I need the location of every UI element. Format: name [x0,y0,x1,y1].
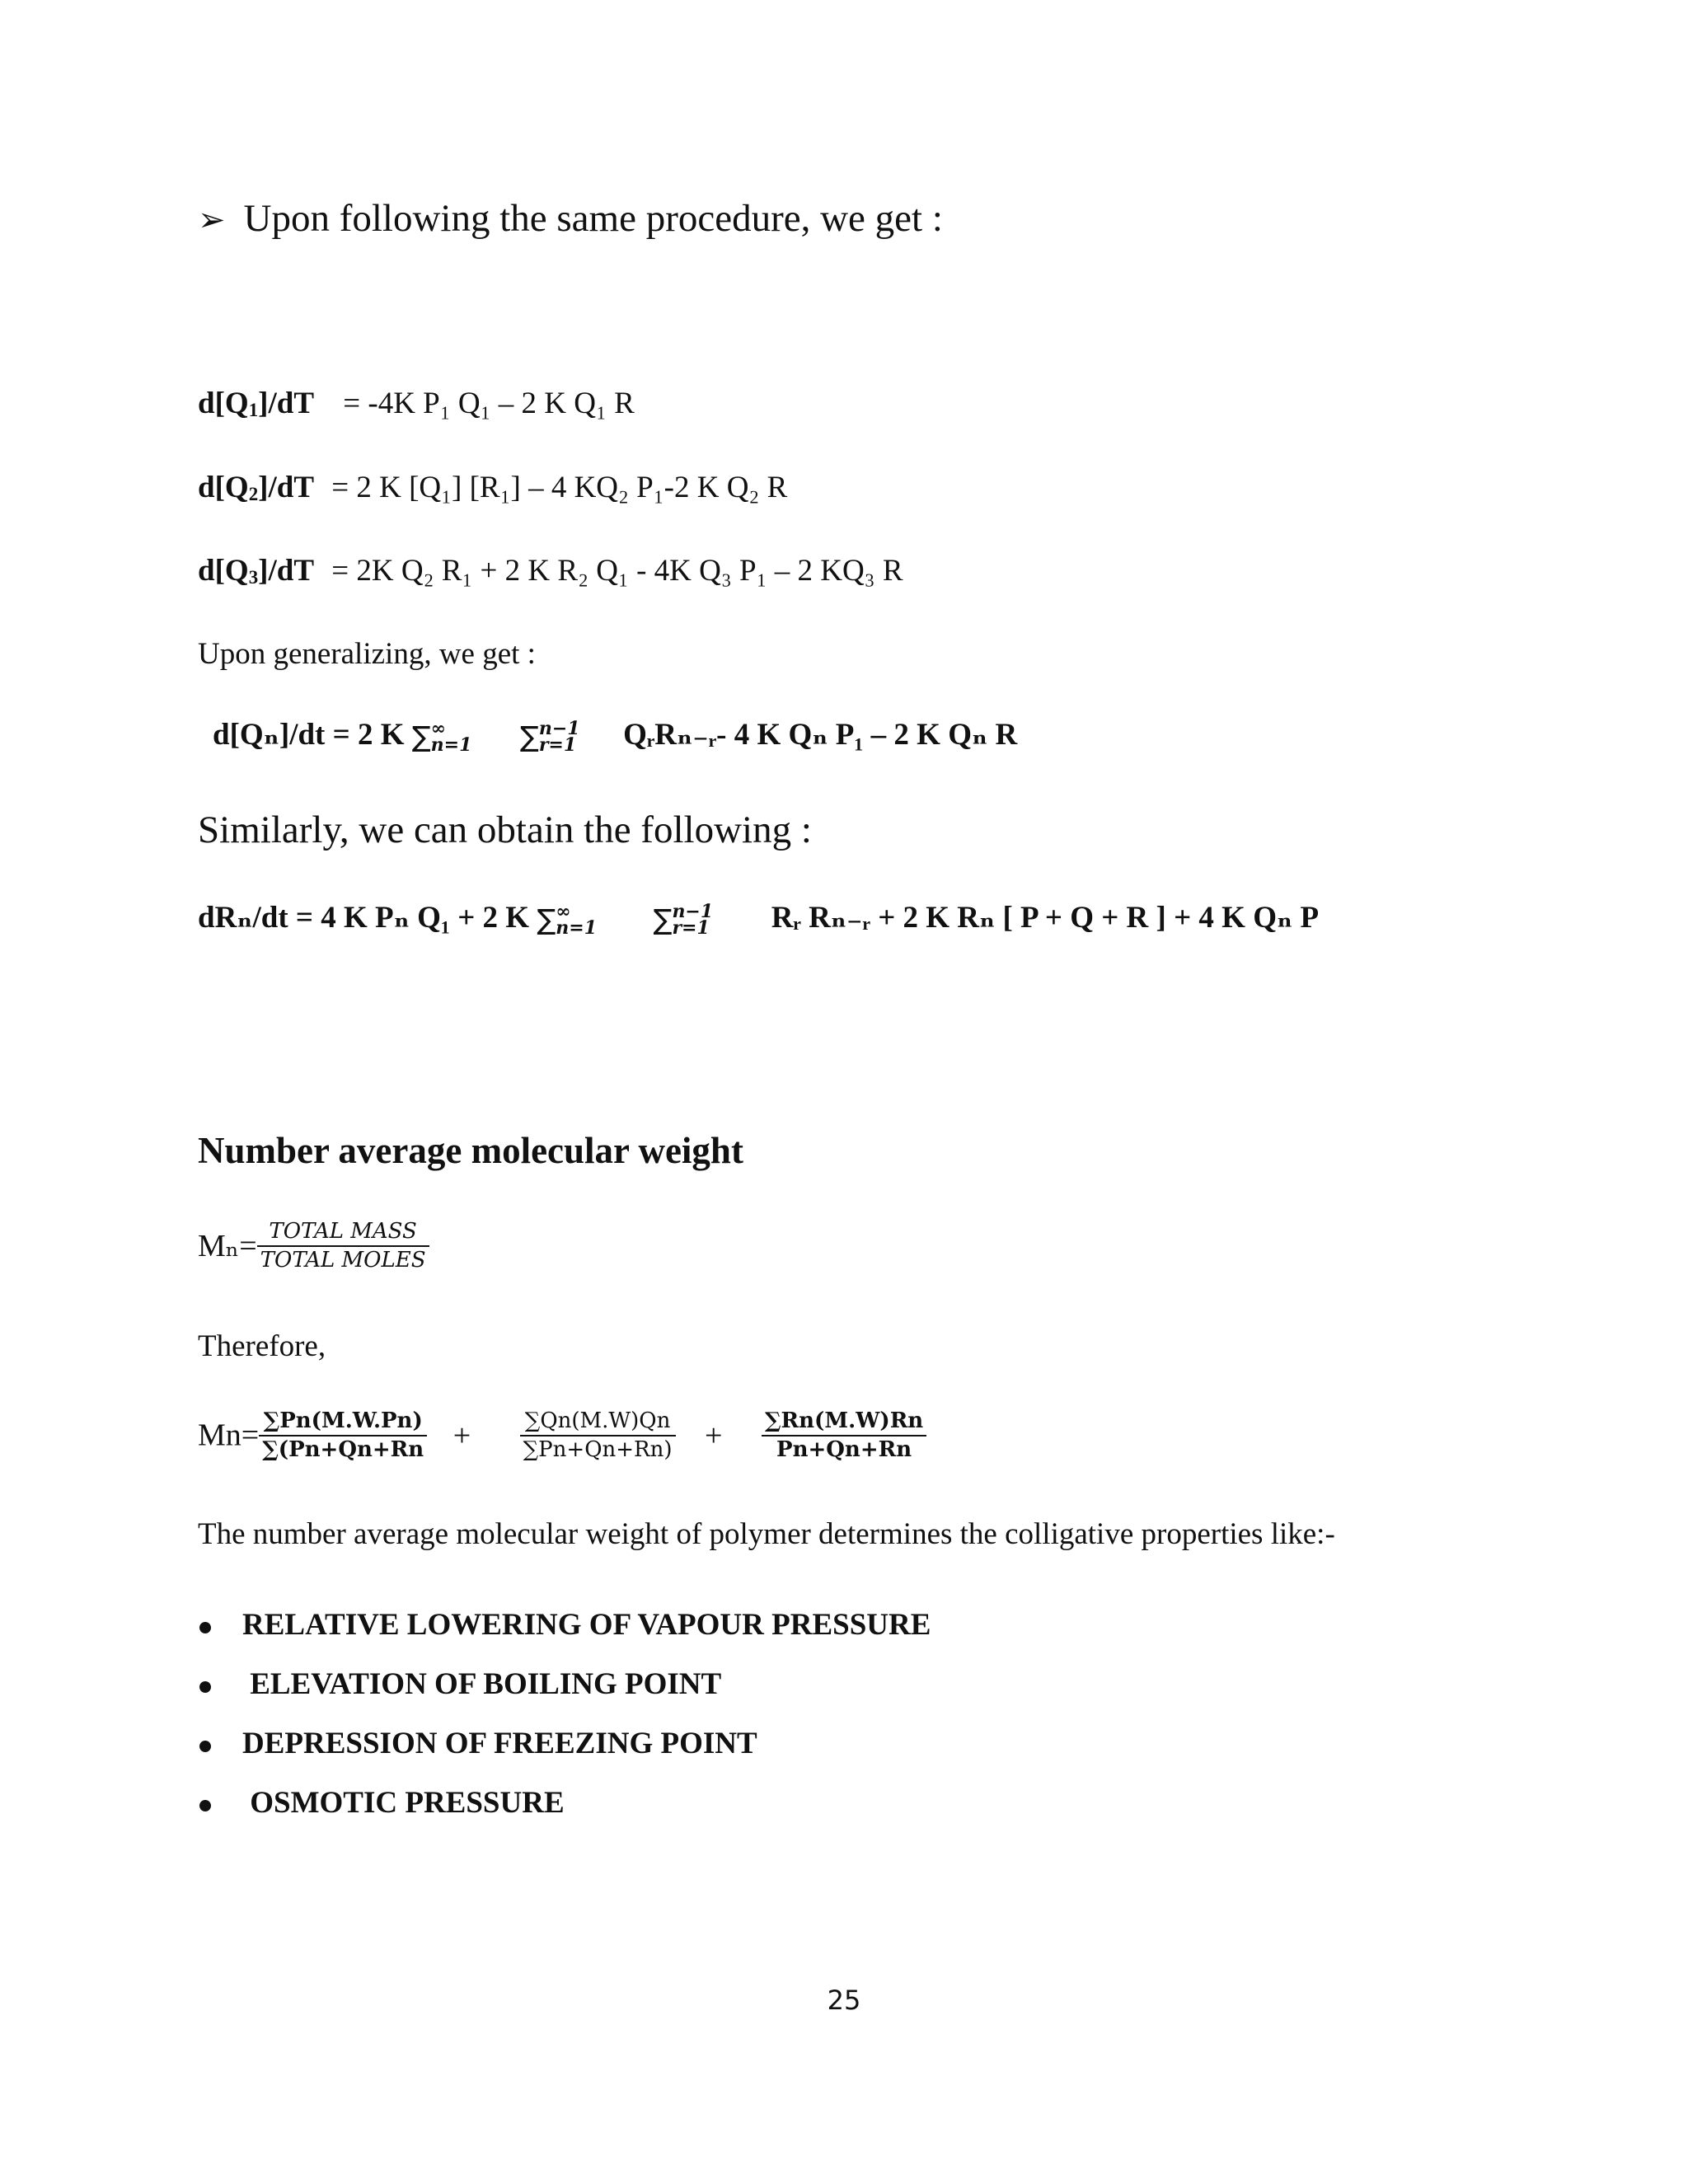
equation-q3 [198,553,903,588]
arrow-bullet-icon: ➢ [198,201,226,239]
plus-sign: + [705,1418,723,1453]
equation-q2 [198,470,787,505]
eq-q2-rhs: = 2 K [Q₁] [R₁] – 4 KQ₂ P₁-2 K Q₂ R [331,471,788,504]
mn-formula-lhs: Mn= [198,1418,260,1453]
fraction-p [259,1408,427,1463]
mn-def-lhs: Mₙ= [198,1229,257,1263]
mn-def-denominator: TOTAL MOLES [260,1247,426,1272]
sum1-limits: ∞ n=1 [430,717,472,756]
list-item-label: DEPRESSION OF FREEZING POINT [242,1727,757,1760]
intro-line [198,196,943,241]
list-item-label: RELATIVE LOWERING OF VAPOUR PRESSURE [242,1608,931,1642]
eq-qn-rhs: QᵣRₙ₋ᵣ- 4 K Qₙ P₁ – 2 K Qₙ R [623,718,1018,752]
mn-def-fraction [257,1218,429,1273]
sum1-limits: ∞ n=1 [556,900,598,939]
equation-q1 [198,386,635,421]
page-number: 25 [827,1985,861,2016]
fraction-p-numerator: ∑Pn(M.W.Pn) [259,1408,427,1436]
mn-def-numerator: TOTAL MASS [257,1218,429,1247]
section-heading: Number average molecular weight [198,1130,743,1171]
list-item [199,1785,565,1821]
list-item [199,1607,931,1643]
fraction-q-denominator: ∑Pn+Qn+Rn) [523,1436,673,1462]
equation-rn [198,898,1319,937]
eq-rn-rhs: Rᵣ Rₙ₋ᵣ + 2 K Rₙ [ P + Q + R ] + 4 K Qₙ P [771,901,1320,935]
sum2-limits: n−1 r=1 [672,900,714,939]
eq-q3-lhs: $d[Q_3]/dT$ [198,554,315,588]
sigma-symbol: ∑ [653,903,673,937]
bullet-icon [199,1800,211,1811]
fraction-p-denominator: ∑(Pn+Qn+Rn [262,1436,424,1462]
fraction-r-numerator: ∑Rn(M.W)Rn [762,1408,926,1436]
eq-q3-rhs: = 2K Q₂ R₁ + 2 K R₂ Q₁ - 4K Q₃ P₁ – 2 KQ₃ R [331,554,903,588]
colligative-text: The number average molecular weight of polymer determines the colligative properties like:- [198,1517,1335,1551]
mn-definition [198,1218,429,1273]
mn-formula [198,1408,926,1463]
eq-rn-lhs: dRₙ/dt = 4 K Pₙ Q₁ + 2 K [198,901,530,935]
list-item-label: OSMOTIC PRESSURE [242,1786,565,1820]
bullet-icon [199,1681,211,1693]
fraction-q [520,1408,676,1463]
fraction-r [762,1408,926,1463]
plus-sign: + [452,1418,471,1453]
therefore-text: Therefore, [198,1329,326,1363]
eq-q1-lhs: $d[Q_1]/dT$ [198,387,315,421]
list-item-label: ELEVATION OF BOILING POINT [242,1667,722,1701]
sigma-symbol: ∑ [537,903,556,937]
eq-qn-lhs: d[Qₙ]/dt = 2 K [213,718,405,752]
eq-q2-lhs: $d[Q_2]/dT$ [198,471,315,505]
similarly-text: Similarly, we can obtain the following : [198,808,812,851]
fraction-q-numerator: ∑Qn(M.W)Qn [520,1408,676,1436]
sigma-symbol: ∑ [519,720,539,754]
bullet-icon [199,1741,211,1752]
generalizing-text: Upon generalizing, we get : [198,637,536,671]
sum2-limits: n−1 r=1 [538,717,580,756]
list-item [199,1726,757,1761]
intro-text: Upon following the same procedure, we get : [243,197,943,240]
eq-q1-rhs: = -4K P₁ Q₁ – 2 K Q₁ R [343,387,635,420]
bullet-icon [199,1622,211,1633]
list-item [199,1666,721,1702]
sigma-symbol: ∑ [411,720,431,754]
equation-qn [213,715,1017,754]
fraction-r-denominator: Pn+Qn+Rn [776,1436,912,1462]
